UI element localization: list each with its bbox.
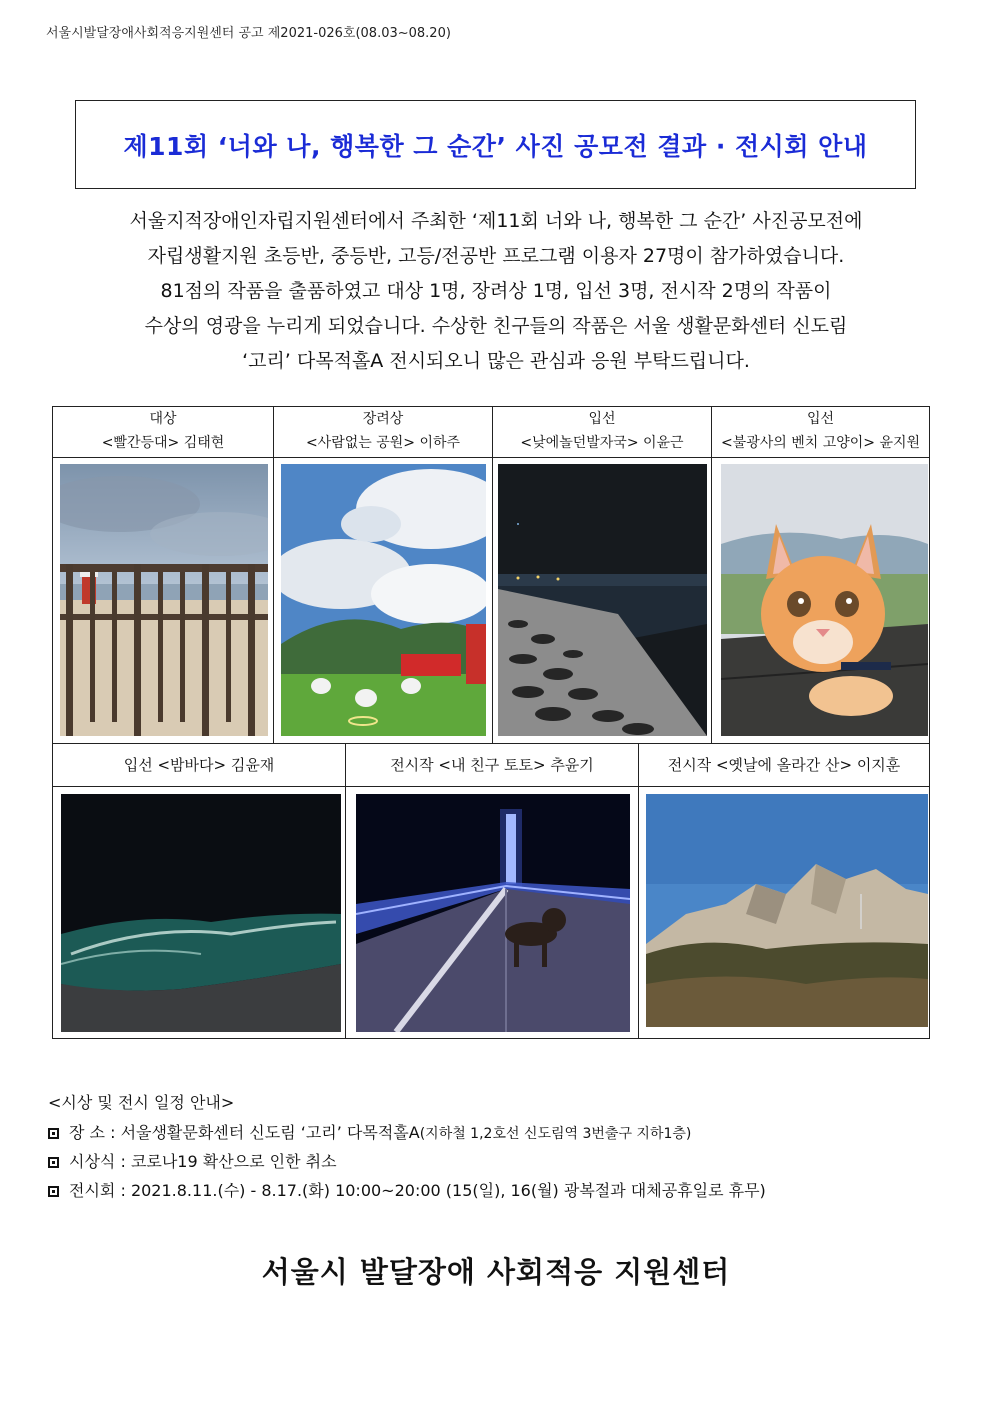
award-name: 대상 [149,411,177,427]
schedule-heading: <시상 및 전시 일정 안내> [48,1093,235,1112]
mountain-photo [646,794,928,1027]
award-row-1 [53,407,929,743]
award-caption [712,407,929,458]
kitten-photo [721,464,928,736]
exhibit-label: 전시회 : [69,1181,131,1200]
award-cell-grand-prize [53,407,273,743]
exhibit-value: 2021.8.11.(수) - 8.17.(화) 10:00~20:00 (15(일), 16(월) 광복절과 대체공휴일로 휴무) [130,1181,766,1200]
work-title: <빨간등대> 김태현 [101,435,225,451]
award-cell-exhibit-1 [345,744,638,1039]
ceremony-label: 시상식 : [69,1152,131,1171]
park-sky-photo [281,464,486,736]
notice-number: 서울시발달장애사회적응지원센터 공고 제2021-026호(08.03~08.20) [46,26,451,41]
award-caption: 전시작 <내 친구 토토> 추윤기 [346,744,638,787]
night-beach-photo [498,464,707,736]
square-bullet-icon [48,1186,59,1197]
intro-paragraph [40,204,952,379]
work-title: <낮에놀던발자국> 이윤근 [520,435,684,451]
schedule-ceremony [48,1149,337,1172]
award-cell-selection-3 [53,744,345,1039]
ceremony-value: 코로나19 확산으로 인한 취소 [130,1152,337,1171]
dog-bridge-photo [356,794,630,1032]
schedule-venue [48,1120,691,1143]
award-cell-selection-1 [492,407,711,743]
award-caption [53,407,273,458]
award-photo-table [52,406,930,1039]
organization-footer: 서울시 발달장애 사회적응 지원센터 [261,1255,731,1289]
award-cell-selection-2 [711,407,929,743]
award-cell-exhibit-2 [638,744,929,1039]
intro-line: 서울지적장애인자립지원센터에서 주최한 ‘제11회 너와 나, 행복한 그 순간’ 사진공모전에 [129,210,863,232]
night-sea-photo [61,794,341,1032]
intro-line: 수상의 영광을 누리게 되었습니다. 수상한 친구들의 작품은 서울 생활문화센터 신도림 [144,315,848,337]
intro-line: 81점의 작품을 출품하였고 대상 1명, 장려상 1명, 입선 3명, 전시작 2명의 작품이 [160,280,832,302]
intro-line: 자립생활지원 초등반, 중등반, 고등/전공반 프로그램 이용자 27명이 참가하였습니다. [147,245,845,267]
award-row-2 [53,743,929,1039]
venue-label: 장 소 : [69,1123,121,1142]
award-caption: 전시작 <옛날에 올라간 산> 이지훈 [639,744,929,787]
title-box [75,100,916,189]
award-caption [274,407,492,458]
square-bullet-icon [48,1157,59,1168]
work-title: <사람없는 공원> 이하주 [305,435,461,451]
page-title: 제11회 ‘너와 나, 행복한 그 순간’ 사진 공모전 결과 · 전시회 안내 [123,131,868,161]
schedule-exhibition [48,1178,766,1201]
award-name: 입선 [588,411,616,427]
award-name: 입선 [806,411,835,427]
venue-value: 서울생활문화센터 신도림 ‘고리’ 다목적홀A [120,1123,420,1142]
award-caption: 입선 <밤바다> 김윤재 [53,744,345,787]
award-name: 장려상 [362,411,404,427]
award-cell-encouragement [273,407,492,743]
venue-note: (지하철 1,2호선 신도림역 3번출구 지하1층) [419,1126,692,1142]
square-bullet-icon [48,1128,59,1139]
intro-line: ‘고리’ 다목적홀A 전시되오니 많은 관심과 응원 부탁드립니다. [242,350,750,372]
award-caption [493,407,711,458]
work-title: <불광사의 벤치 고양이> 윤지원 [720,435,921,451]
lighthouse-beach-photo [60,464,268,736]
